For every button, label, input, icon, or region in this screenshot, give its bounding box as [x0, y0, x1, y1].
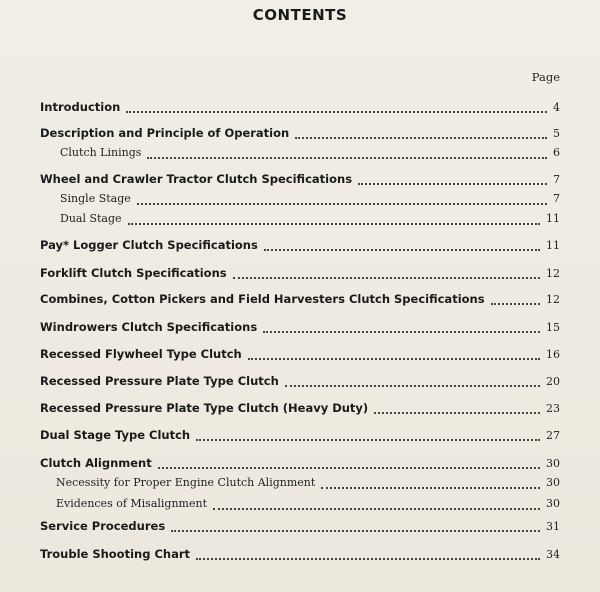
- dot-leader: [358, 175, 547, 185]
- toc-entry-label: Introduction: [40, 100, 121, 114]
- toc-entry-page: 5: [553, 127, 560, 140]
- toc-entry-label: Dual Stage Type Clutch: [40, 428, 191, 442]
- toc-entry: [60, 212, 560, 228]
- toc-entry: [40, 100, 560, 116]
- toc-entry: [40, 519, 560, 535]
- toc-entry-label: Combines, Cotton Pickers and Field Harvesters Clutch Specifications: [40, 292, 485, 306]
- toc-entry-page: 12: [546, 267, 560, 280]
- dot-leader: [491, 295, 540, 305]
- dot-leader: [196, 431, 540, 441]
- page-title: CONTENTS: [252, 6, 348, 24]
- toc-entry-page: 7: [553, 173, 560, 186]
- toc-entry-label: Dual Stage: [60, 212, 122, 225]
- toc-entry: [40, 428, 560, 444]
- toc-entry: [56, 476, 560, 492]
- toc-entry: [40, 401, 560, 417]
- toc-entry: [60, 146, 560, 162]
- toc-entry-label: Recessed Pressure Plate Type Clutch: [40, 374, 279, 388]
- toc-entry-label: Wheel and Crawler Tractor Clutch Specifications: [40, 172, 353, 186]
- toc-entry: [40, 456, 560, 472]
- toc-entry: [40, 292, 560, 308]
- toc-entry-page: 31: [546, 520, 560, 533]
- dot-leader: [374, 404, 540, 414]
- dot-leader: [248, 350, 540, 360]
- dot-leader: [171, 522, 540, 532]
- dot-leader: [264, 241, 540, 251]
- toc-entry-page: 34: [546, 548, 560, 561]
- dot-leader: [147, 149, 547, 159]
- toc-entry-page: 11: [546, 239, 560, 252]
- dot-leader: [213, 500, 540, 510]
- toc-entry-page: 4: [553, 101, 560, 114]
- toc-entry-label: Forklift Clutch Specifications: [40, 266, 227, 280]
- dot-leader: [295, 129, 547, 139]
- toc-entry-label: Service Procedures: [40, 519, 166, 533]
- toc-entry-page: 30: [546, 457, 560, 470]
- dot-leader: [285, 377, 540, 387]
- dot-leader: [126, 103, 547, 113]
- toc-entry-label: Necessity for Proper Engine Clutch Alignment: [56, 476, 316, 489]
- toc-entry-page: 27: [546, 429, 560, 442]
- toc-entry-label: Clutch Alignment: [40, 456, 152, 470]
- toc-entry-label: Evidences of Misalignment: [56, 497, 207, 510]
- toc-entry-label: Single Stage: [60, 192, 131, 205]
- page-column-header: Page: [531, 70, 560, 84]
- toc-entry-page: 20: [546, 375, 560, 388]
- toc-entry-page: 15: [546, 321, 560, 334]
- toc-entry: [40, 547, 560, 563]
- toc-entry: [40, 347, 560, 363]
- toc-entry-label: Recessed Pressure Plate Type Clutch (Heavy Duty): [40, 401, 369, 415]
- toc-entry: [40, 126, 560, 142]
- toc-entry-label: Trouble Shooting Chart: [40, 547, 191, 561]
- toc-entry-page: 12: [546, 293, 560, 306]
- toc-entry-page: 6: [553, 146, 560, 159]
- toc-entry-page: 11: [546, 212, 560, 225]
- toc-entry-page: 30: [546, 497, 560, 510]
- toc-entry-label: Clutch Linings: [60, 146, 142, 159]
- toc-entry: [40, 172, 560, 188]
- toc-entry: [40, 238, 560, 254]
- dot-leader: [233, 269, 540, 279]
- toc-entry: [40, 266, 560, 282]
- dot-leader: [137, 195, 547, 205]
- toc-entry-label: Description and Principle of Operation: [40, 126, 290, 140]
- dot-leader: [128, 215, 540, 225]
- toc-entry: [40, 374, 560, 390]
- dot-leader: [263, 323, 540, 333]
- toc-entry-page: 7: [553, 192, 560, 205]
- toc-entry-label: Windrowers Clutch Specifications: [40, 320, 258, 334]
- toc-entry-label: Recessed Flywheel Type Clutch: [40, 347, 242, 361]
- toc-entry-page: 30: [546, 476, 560, 489]
- dot-leader: [196, 550, 540, 560]
- toc-entry: [60, 192, 560, 208]
- toc-entry: [40, 320, 560, 336]
- toc-entry: [56, 497, 560, 513]
- toc-entry-page: 23: [546, 402, 560, 415]
- dot-leader: [321, 479, 540, 489]
- dot-leader: [158, 459, 540, 469]
- toc-entry-label: Pay* Logger Clutch Specifications: [40, 238, 258, 252]
- toc-entry-page: 16: [546, 348, 560, 361]
